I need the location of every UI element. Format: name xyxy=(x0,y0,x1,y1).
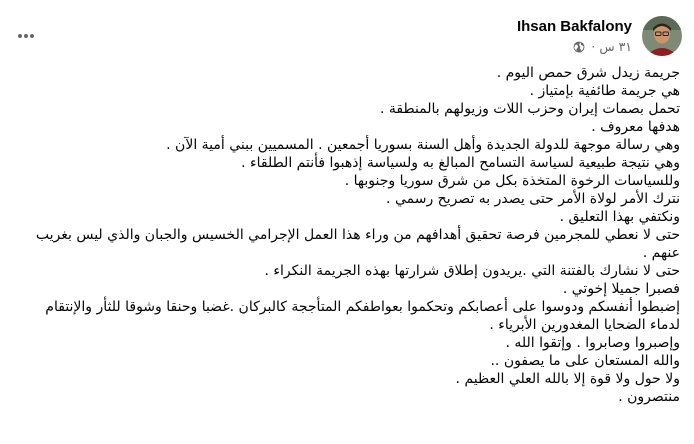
post-body xyxy=(10,64,680,406)
post-line: منتصرون . xyxy=(618,389,680,405)
post-line: وهي رسالة موجهة للدولة الجديدة وأهل السنة بسوريا أجمعين . المسميين ببني أمية الآن . xyxy=(166,137,680,153)
post-meta xyxy=(517,17,632,55)
post-line: جريمة زيدل شرق حمص اليوم . xyxy=(496,65,680,81)
author-name[interactable]: Ihsan Bakfalony xyxy=(516,18,632,35)
post-line: إضبطوا أنفسكم ودوسوا على أعصابكم وتحكموا بعواطفكم المتأججة كالبركان .غضبا وحنقا وشوقا للثأر والإنتقام xyxy=(45,299,680,315)
post-line: هدفها معروف . xyxy=(591,119,680,135)
post-line: ولا حول ولا قوة إلا بالله العلي العظيم . xyxy=(455,371,680,387)
post-line: هي جريمة طائفية بإمتياز . xyxy=(529,83,680,99)
separator-dot: · xyxy=(591,39,596,54)
post-line: فصبرا جميلا إخوتي . xyxy=(562,281,680,297)
more-options-button[interactable] xyxy=(10,20,42,52)
profile-photo xyxy=(642,16,682,56)
avatar[interactable] xyxy=(642,16,682,56)
post-header xyxy=(517,14,682,58)
post-line: نترك الأمر لولاة الأمر حتى يصدر به تصريح رسمي . xyxy=(386,191,680,207)
post-line: لدماء الضحايا المغدورين الأبرياء . xyxy=(489,317,680,333)
post-line: حتى لا نعطي للمجرمين فرصة تحقيق أهدافهم من وراء هذا العمل الإجرامي الخسيس والجبان والذي ليس بغريب عنهم . xyxy=(35,227,680,261)
post-time[interactable]: ٣١ س xyxy=(599,39,632,54)
post-line: حتى لا نشارك بالفتنة التي .يريدون إطلاق شرارتها بهذه الجريمة النكراء . xyxy=(264,263,680,279)
post-line: والله المستعان على ما يصفون .. xyxy=(490,353,680,369)
post-line: وللسياسات الرخوة المتخذة بكل من شرق سوريا وجنوبها . xyxy=(344,173,680,189)
globe-icon xyxy=(573,41,585,53)
more-options-icon xyxy=(17,33,35,39)
post-line: تحمل بصمات إيران وحزب اللات وزيولهم بالمنطقة . xyxy=(379,101,680,117)
post-subline xyxy=(573,39,632,55)
post-line: وإصبروا وصابروا . وإتقوا الله . xyxy=(505,335,680,351)
post-line: وهي نتيجة طبيعية لسياسة التسامح المبالغ به ولسياسة إذهبوا فأنتم الطلقاء . xyxy=(241,155,680,171)
post-line: ونكتفي بهذا التعليق . xyxy=(559,209,680,225)
